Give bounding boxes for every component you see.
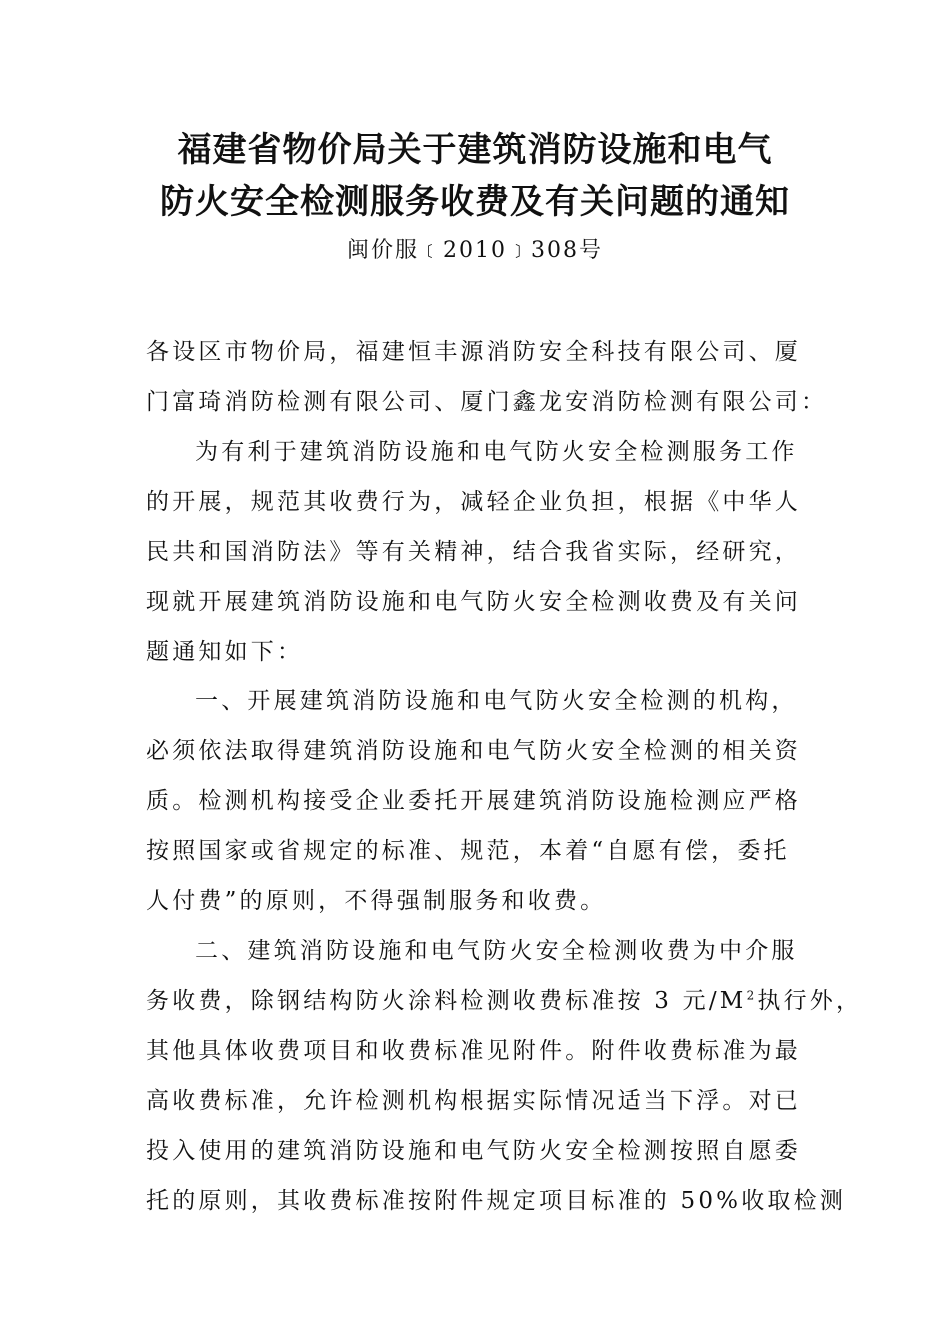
intro-line-5: 题通知如下： <box>146 639 304 665</box>
document-number: 闽价服﹝2010﹞308号 <box>347 238 603 263</box>
intro-line-1: 为有利于建筑消防设施和电气防火安全检测服务工作 <box>195 439 798 465</box>
title-line-1: 福建省物价局关于建筑消防设施和电气 <box>177 130 773 170</box>
section1-line-2: 必须依法取得建筑消防设施和电气防火安全检测的相关资 <box>146 738 801 764</box>
section2-line-5: 投入使用的建筑消防设施和电气防火安全检测按照自愿委 <box>146 1138 801 1164</box>
section2-line-2-text: 务收费，除钢结构防火涂料检测收费标准按 3 元/M <box>146 988 747 1014</box>
section2-line-2 <box>146 986 862 1016</box>
section2-line-4: 高收费标准，允许检测机构根据实际情况适当下浮。对已 <box>146 1088 801 1114</box>
section1-line-1: 一、开展建筑消防设施和电气防火安全检测的机构， <box>195 688 798 714</box>
title-line-2: 防火安全检测服务收费及有关问题的通知 <box>160 182 790 222</box>
intro-line-4: 现就开展建筑消防设施和电气防火安全检测收费及有关问 <box>146 589 801 615</box>
section2-line-1: 二、建筑消防设施和电气防火安全检测收费为中介服 <box>195 938 798 964</box>
salutation-line-2: 门富琦消防检测有限公司、厦门鑫龙安消防检测有限公司： <box>146 389 828 415</box>
section2-line-2-tail: 执行外， <box>757 988 863 1014</box>
section2-line-6: 托的原则，其收费标准按附件规定项目标准的 50%收取检测 <box>146 1188 847 1214</box>
salutation-line-1: 各设区市物价局，福建恒丰源消防安全科技有限公司、厦 <box>146 339 801 365</box>
section1-line-5: 人付费”的原则，不得强制服务和收费。 <box>146 888 607 914</box>
section1-line-3: 质。检测机构接受企业委托开展建筑消防设施检测应严格 <box>146 788 801 814</box>
superscript-2: 2 <box>746 988 758 1003</box>
section1-line-4: 按照国家或省规定的标准、规范，本着“自愿有偿，委托 <box>146 838 790 864</box>
section2-line-3: 其他具体收费项目和收费标准见附件。附件收费标准为最 <box>146 1038 801 1064</box>
intro-line-3: 民共和国消防法》等有关精神，结合我省实际，经研究， <box>146 539 801 565</box>
intro-line-2: 的开展，规范其收费行为，减轻企业负担，根据《中华人 <box>146 489 801 515</box>
